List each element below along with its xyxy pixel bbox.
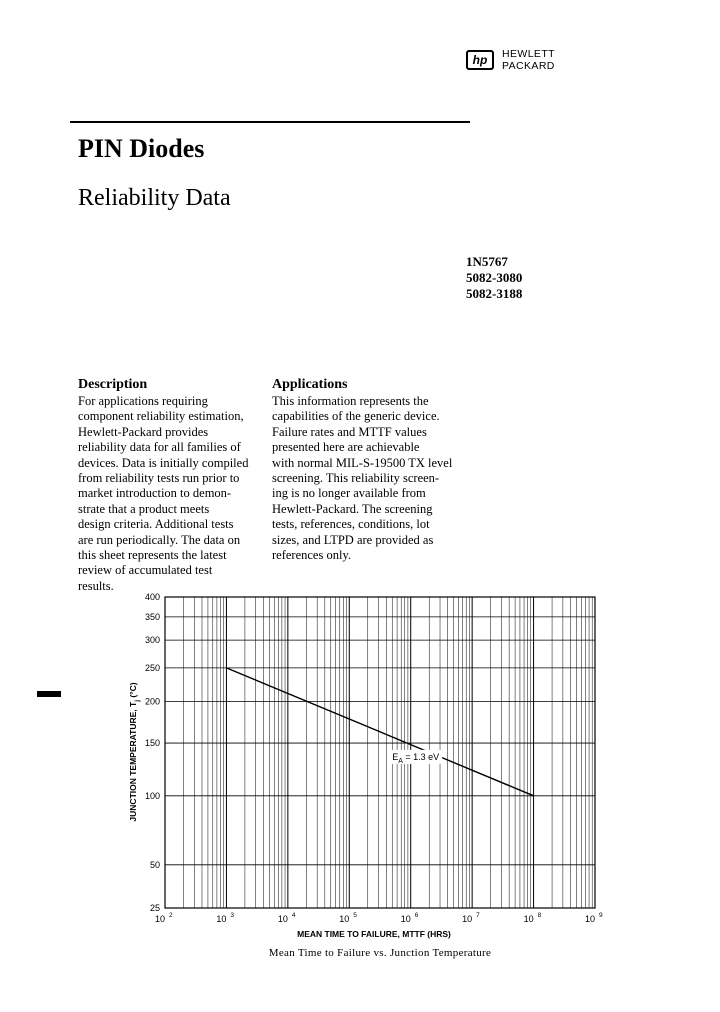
- x-tick-label: 10: [339, 914, 350, 924]
- y-axis-label: JUNCTION TEMPERATURE, $T_j$ (°C): [128, 682, 141, 822]
- x-tick-exponent: 8: [537, 912, 542, 919]
- x-tick-label: 10: [216, 914, 227, 924]
- part-number: 5082-3188: [466, 286, 523, 301]
- x-tick-exponent: 3: [230, 912, 235, 919]
- applications-line: sizes, and LTPD are provided as: [272, 532, 434, 547]
- description-line: results.: [78, 578, 114, 593]
- description-line: For applications requiring: [78, 394, 208, 408]
- applications-line: capabilities of the generic device.: [272, 409, 440, 424]
- y-tick-label: 200: [144, 696, 160, 707]
- description-line: from reliability tests run prior to: [78, 471, 240, 486]
- y-tick-label: 400: [144, 592, 160, 602]
- part-number: 1N5767: [466, 254, 508, 269]
- y-tick-label: 150: [144, 738, 160, 749]
- description-heading: Description: [78, 377, 148, 392]
- x-tick-label: 10: [523, 914, 534, 924]
- hp-logo-mark: hp: [466, 50, 494, 70]
- description-line: review of accumulated test: [78, 563, 213, 578]
- applications-line: Failure rates and MTTF values: [272, 424, 427, 439]
- applications-line: Hewlett-Packard. The screening: [272, 501, 433, 516]
- description-line: are run periodically. The data on: [78, 532, 241, 547]
- y-tick-label: 350: [144, 611, 160, 622]
- x-tick-exponent: 9: [599, 912, 603, 919]
- description-line: component reliability estimation,: [78, 409, 244, 424]
- page-subtitle: Reliability Data: [78, 185, 231, 211]
- x-tick-label: 10: [277, 914, 288, 924]
- x-tick-exponent: 4: [291, 912, 296, 919]
- description-line: reliability data for all families of: [78, 440, 241, 455]
- description-line: market introduction to demon-: [78, 486, 232, 501]
- x-tick-exponent: 6: [414, 912, 419, 919]
- applications-line: screening. This reliability screen-: [272, 471, 440, 486]
- applications-line: ing is no longer available from: [272, 486, 426, 501]
- y-tick-label: 250: [144, 662, 160, 673]
- x-tick-label: 10: [584, 914, 596, 924]
- applications-line: presented here are achievable: [272, 440, 420, 455]
- part-number: 5082-3080: [466, 270, 523, 285]
- company-name: HEWLETT PACKARD: [502, 48, 555, 72]
- applications-line: This information represents the: [272, 394, 429, 408]
- y-tick-label: 300: [144, 635, 160, 646]
- description-line: devices. Data is initially compiled: [78, 455, 249, 470]
- description-line: this sheet represents the latest: [78, 548, 227, 563]
- x-tick-exponent: 5: [353, 912, 357, 919]
- y-tick-label: 100: [144, 790, 160, 801]
- plot-frame: [165, 597, 595, 908]
- applications-heading: Applications: [272, 377, 348, 392]
- x-tick-exponent: 7: [476, 912, 480, 919]
- applications-line: tests, references, conditions, lot: [272, 517, 430, 532]
- x-tick-label: 10: [400, 914, 411, 924]
- annotation-label: $E_A = 1.3$ eV: [392, 751, 440, 765]
- description-line: Hewlett-Packard provides: [78, 424, 209, 439]
- chart-caption: Mean Time to Failure vs. Junction Temperature: [268, 947, 492, 959]
- description-line: design criteria. Additional tests: [78, 517, 234, 532]
- y-tick-label: 50: [149, 859, 160, 870]
- y-tick-label: 25: [149, 903, 160, 913]
- x-axis-label: MEAN TIME TO FAILURE, MTTF (HRS): [297, 929, 451, 939]
- applications-line: with normal MIL-S-19500 TX level: [272, 455, 453, 470]
- description-line: strate that a product meets: [78, 501, 210, 516]
- x-tick-label: 10: [154, 914, 166, 924]
- x-tick-label: 10: [462, 914, 473, 924]
- x-tick-exponent: 2: [169, 912, 173, 919]
- page-title: PIN Diodes: [78, 134, 205, 163]
- applications-line: references only.: [272, 548, 352, 563]
- series-line: [226, 668, 533, 796]
